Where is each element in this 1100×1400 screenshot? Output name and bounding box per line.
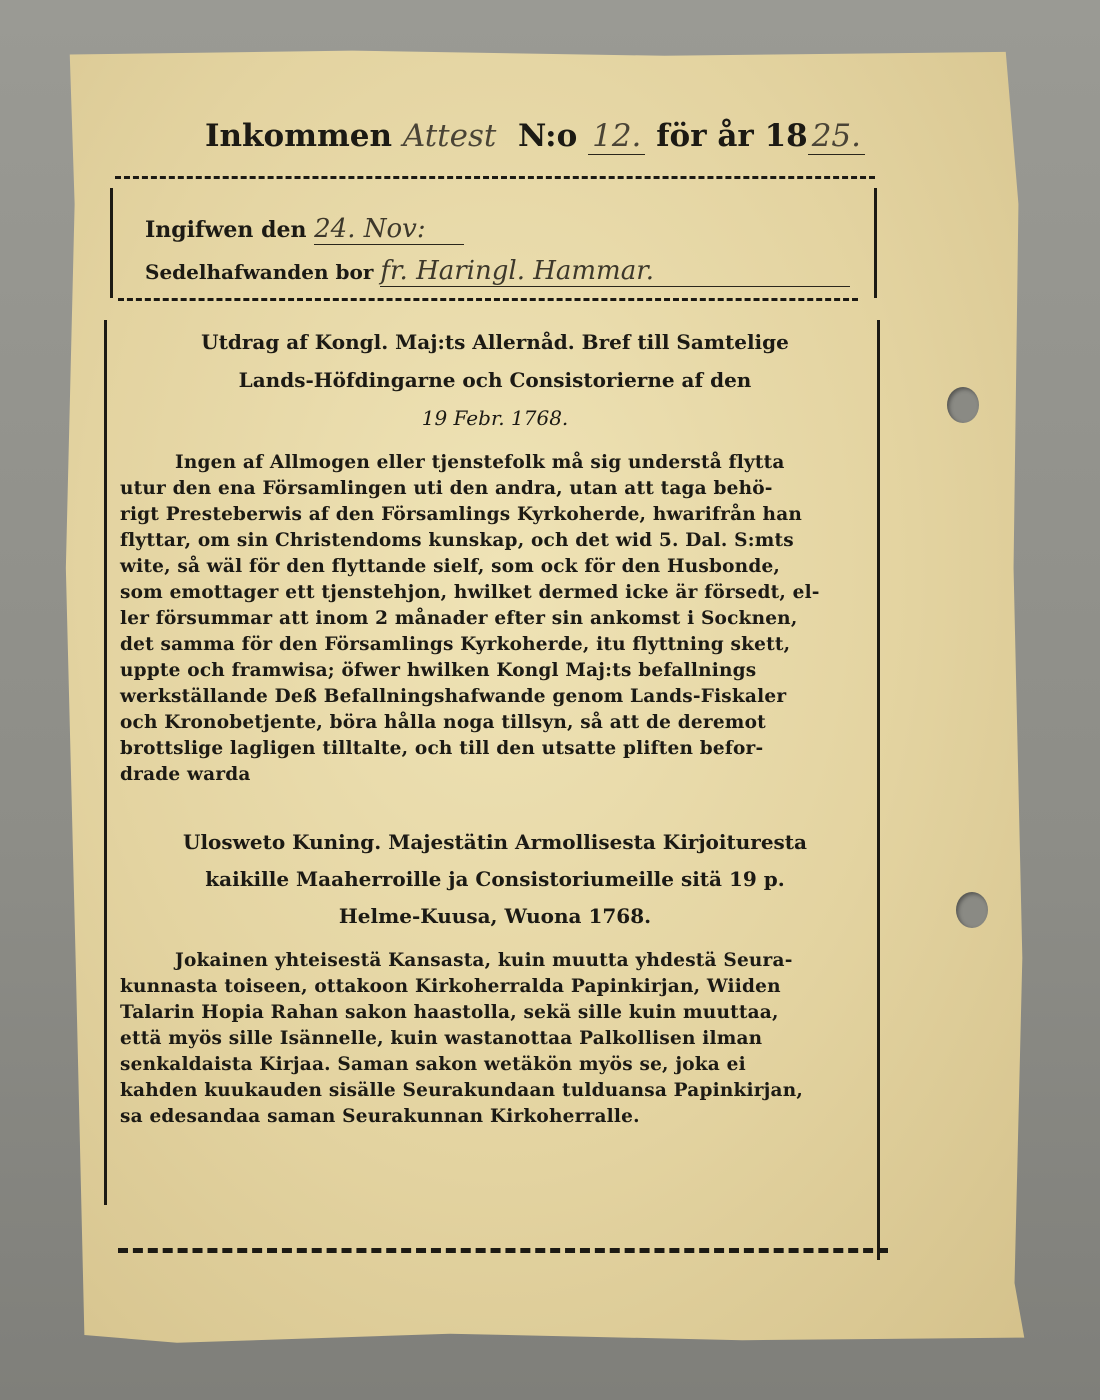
finnish-body-line: senkaldaista Kirjaa. Saman sakon wetäkön myös se, joka ei <box>120 1054 746 1075</box>
finnish-body-line: että myös sille Isännelle, kuin wastanottaa Palkollisen ilman <box>120 1028 763 1049</box>
swedish-body-line: rigt Presteberwis af den Församlings Kyrkoherde, hwarifrån han <box>120 504 803 525</box>
received-label: Ingifwen den <box>145 217 307 243</box>
resident-label: Sedelhafwanden bor <box>145 260 374 284</box>
swedish-body-line: Ingen af Allmogen eller tjenstefolk må sig understå flytta <box>175 452 785 473</box>
swedish-body-line: det samma för den Församlings Kyrkoherde, itu flyttning skett, <box>120 634 791 655</box>
heading-handwritten-word: Attest <box>402 118 497 154</box>
swedish-body-line: och Kronobetjente, böra hålla noga tillsyn, så att de deremot <box>120 712 766 733</box>
swedish-title-line: Utdrag af Kongl. Maj:ts Allernåd. Bref till Samtelige <box>201 330 789 354</box>
finnish-body-line: Jokainen yhteisestä Kansasta, kuin muutta yhdestä Seura- <box>175 950 793 971</box>
finnish-body-line: Talarin Hopia Rahan sakon haastolla, sekä sille kuin muuttaa, <box>120 1002 779 1023</box>
finnish-title-line: Helme-Kuusa, Wuona 1768. <box>338 904 652 928</box>
heading-year-label: för år <box>656 118 754 154</box>
frame-bottom-rule <box>118 1248 888 1253</box>
heading-number-label: N:o <box>517 118 578 154</box>
finnish-body-line: kunnasta toiseen, ottakoon Kirkoherralda Papinkirjan, Wiiden <box>120 976 781 997</box>
header-bottom-rule <box>118 298 858 301</box>
header-right-rule <box>874 188 877 298</box>
heading-year-printed: 18 <box>764 118 808 154</box>
swedish-body-line: ler försummar att inom 2 månader efter sin ankomst i Socknen, <box>120 608 798 629</box>
swedish-title-line: 19 Febr. 1768. <box>421 406 569 430</box>
received-date-field <box>145 214 464 245</box>
swedish-title-line: Lands-Höfdingarne och Consistorierne af den <box>238 368 752 392</box>
finnish-body-line: kahden kuukauden sisälle Seurakundaan tulduansa Papinkirjan, <box>120 1080 804 1101</box>
swedish-body-line: flyttar, om sin Christendoms kunskap, och det wid 5. Dal. S:mts <box>120 530 794 551</box>
resident-field <box>145 256 850 287</box>
resident-value: fr. Haringl. Hammar. <box>380 256 850 287</box>
swedish-body-line: som emottager ett tjenstehjon, hwilket dermed icke är försedt, el- <box>120 582 820 603</box>
punch-hole <box>956 892 988 928</box>
received-value: 24. Nov: <box>314 214 464 245</box>
swedish-body-line: utur den ena Församlingen uti den andra, utan att taga behö- <box>120 478 773 499</box>
finnish-title-line: kaikille Maaherroille ja Consistoriumeille sitä 19 p. <box>205 867 785 891</box>
frame-right-rule <box>877 320 880 1260</box>
heading-year-handwritten: 25. <box>808 118 865 155</box>
header-top-rule <box>115 176 875 179</box>
frame-left-rule <box>104 320 107 1205</box>
heading-number-value: 12. <box>588 118 645 155</box>
header-left-rule <box>110 188 113 298</box>
swedish-body-line: drade warda <box>120 764 251 785</box>
swedish-body-line: werkställande Deß Befallningshafwande genom Lands-Fiskaler <box>120 686 787 707</box>
finnish-body-line: sa edesandaa saman Seurakunnan Kirkoherralle. <box>120 1106 640 1127</box>
heading-prefix: Inkommen <box>205 118 393 154</box>
punch-hole <box>947 387 979 423</box>
document-heading <box>205 118 865 155</box>
swedish-body-line: brottslige lagligen tilltalte, och till den utsatte pliften befor- <box>120 738 764 759</box>
swedish-body-line: wite, så wäl för den flyttande sielf, som ock för den Husbonde, <box>120 556 781 577</box>
finnish-title-line: Ulosweto Kuning. Majestätin Armollisesta Kirjoituresta <box>183 830 807 854</box>
swedish-body-line: uppte och framwisa; öfwer hwilken Kongl Maj:ts befallnings <box>120 660 757 681</box>
